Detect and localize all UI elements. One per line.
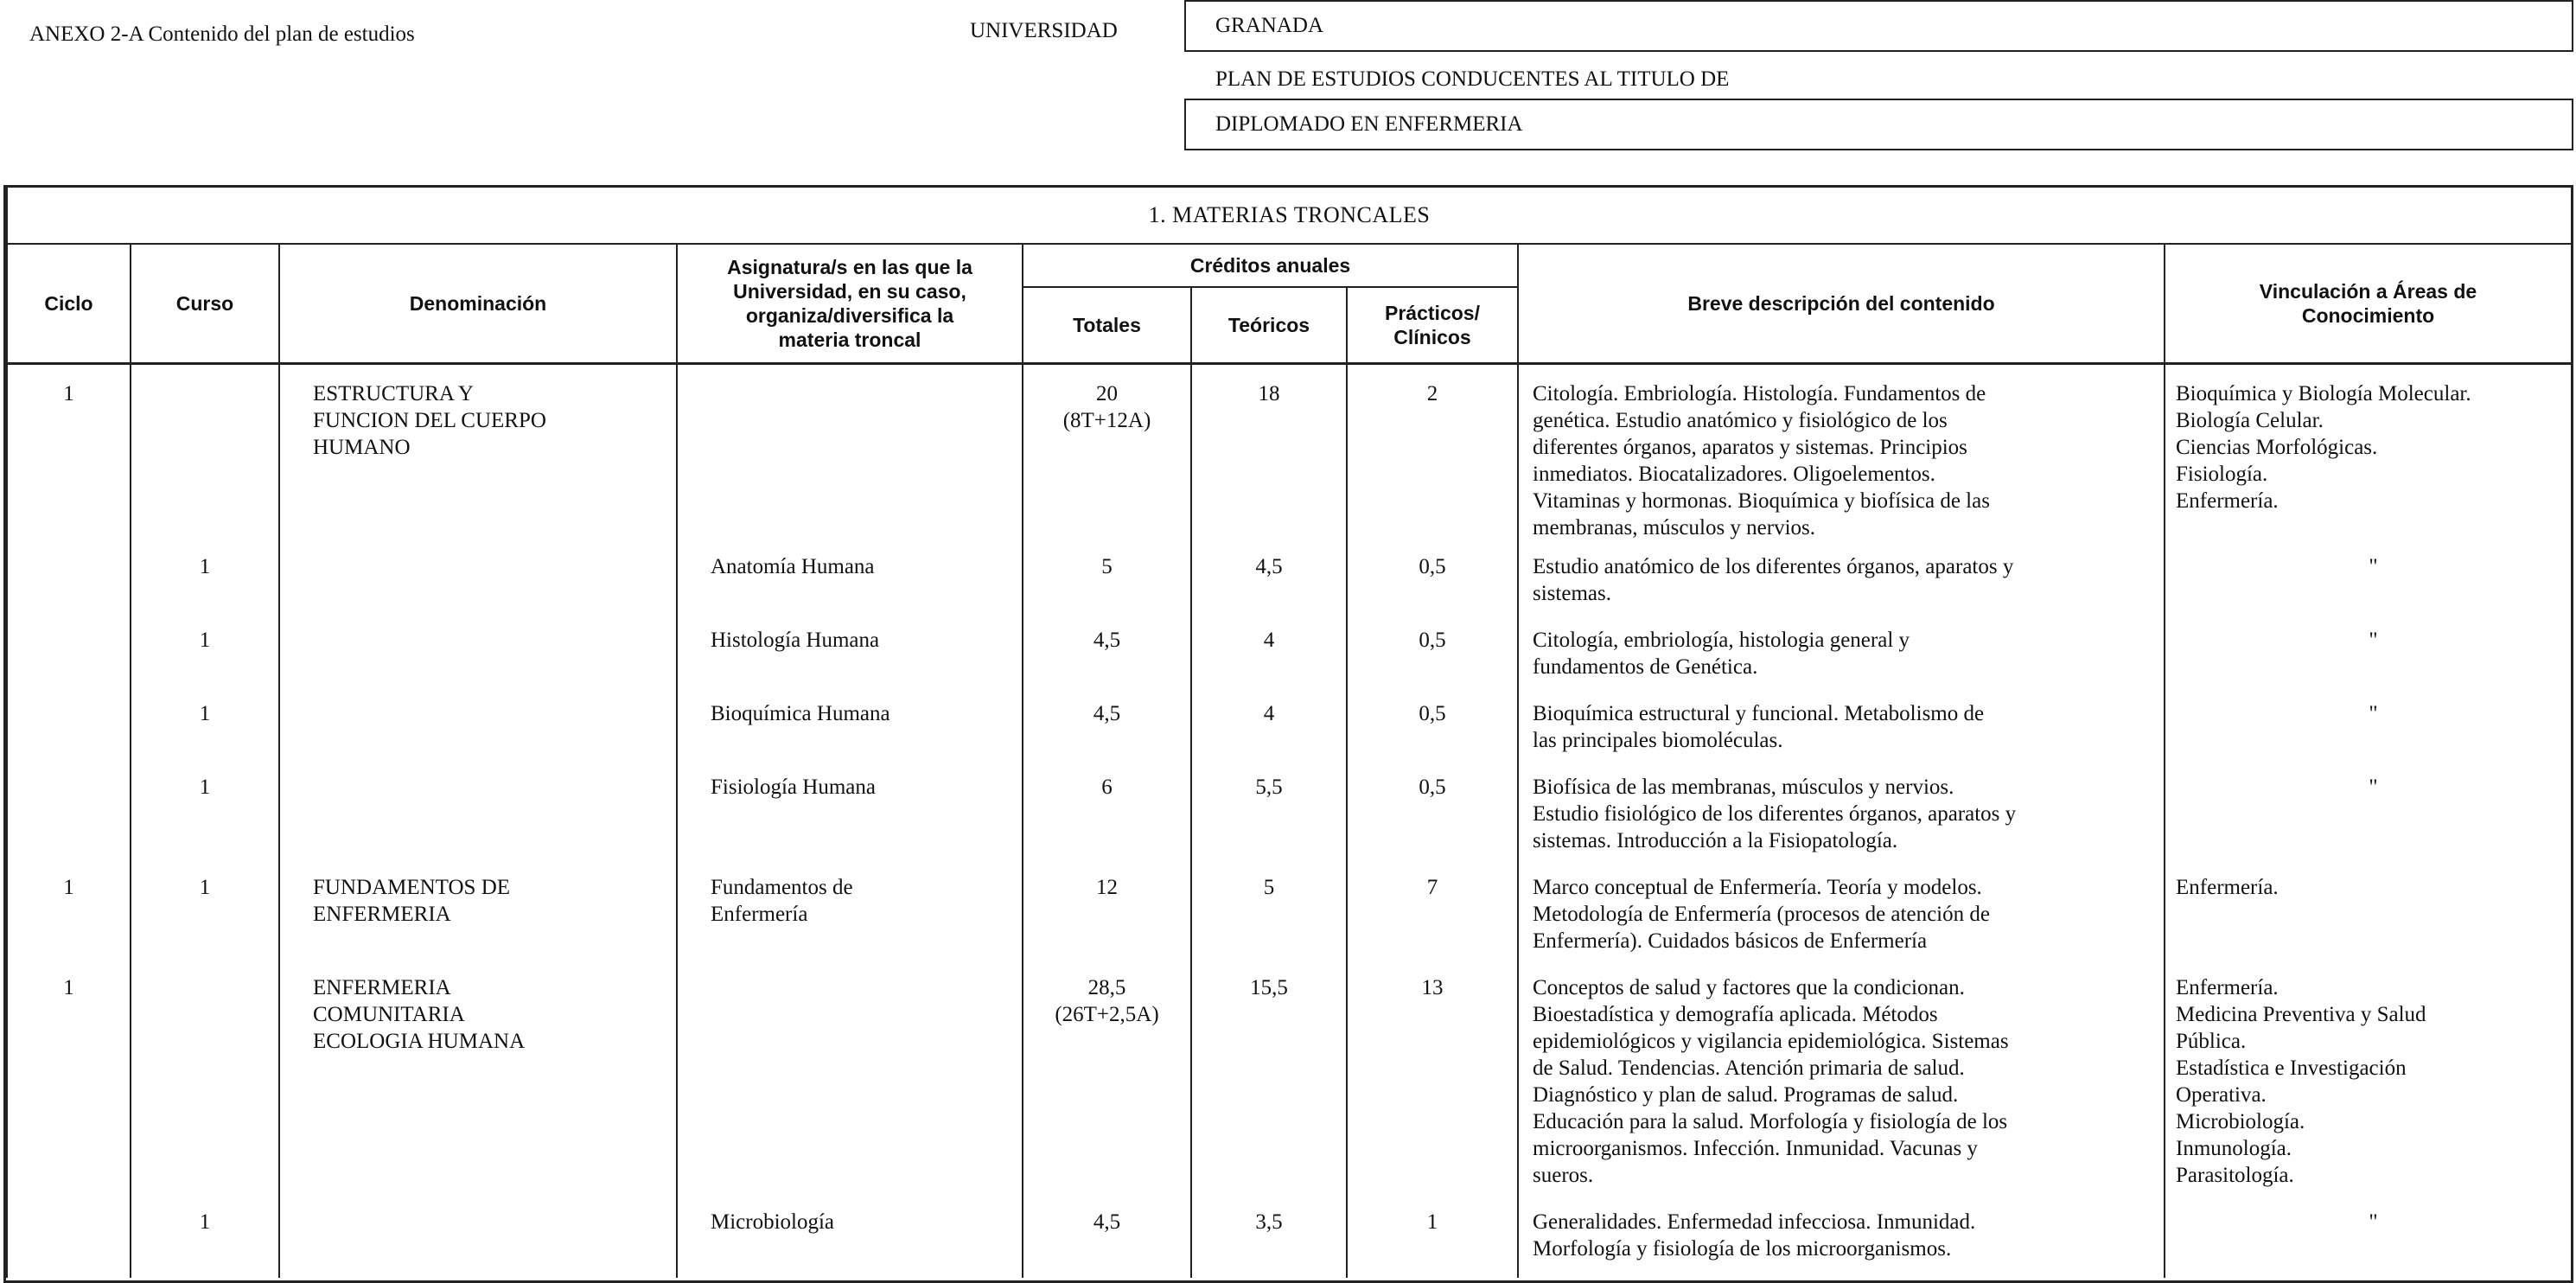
cell-teoricos: 4 xyxy=(1191,700,1347,774)
cell-denominacion xyxy=(279,1209,677,1278)
troncales-table-frame xyxy=(3,185,2573,1283)
cell-totales: 4,5 xyxy=(1023,627,1191,700)
cell-teoricos: 18 xyxy=(1191,363,1347,553)
annex-title: ANEXO 2-A Contenido del plan de estudios xyxy=(29,22,415,46)
cell-areas: Enfermería. Medicina Preventiva y Salud Pública. Estadística e Investigación Operativa. Microbiología. Inmunología. Parasitología. xyxy=(2165,974,2572,1209)
cell-practicos: 0,5 xyxy=(1347,774,1518,874)
table-row xyxy=(7,553,2572,627)
cell-descripcion: Citología, embriología, histologia general y fundamentos de Genética. xyxy=(1518,627,2165,700)
degree-field xyxy=(1184,99,2573,150)
cell-curso: 1 xyxy=(131,774,279,874)
cell-ciclo xyxy=(7,700,131,774)
cell-descripcion: Conceptos de salud y factores que la condicionan. Bioestadística y demografía aplicada. Métodos epidemiológicos y vigilancia epidemiológica. Sistemas de Salud. Tendencias. Atención primaria de salud. Diagnóstico y plan de salud. Programas de salud. Educación para la salud. Morfología y fisiología de los microorganismos. Infección. Inmunidad. Vacunas y sueros. xyxy=(1518,974,2165,1209)
cell-practicos: 13 xyxy=(1347,974,1518,1209)
cell-totales: 6 xyxy=(1023,774,1191,874)
cell-areas: Bioquímica y Biología Molecular. Biología Celular. Ciencias Morfológicas. Fisiología. Enfermería. xyxy=(2165,363,2572,553)
cell-areas-ditto: " xyxy=(2165,774,2572,874)
cell-descripcion: Marco conceptual de Enfermería. Teoría y modelos. Metodología de Enfermería (procesos de atención de Enfermería). Cuidados básicos de Enfermería xyxy=(1518,874,2165,974)
col-areas: Vinculación a Áreas de Conocimiento xyxy=(2165,244,2572,363)
cell-totales: 4,5 xyxy=(1023,1209,1191,1278)
cell-totales: 12 xyxy=(1023,874,1191,974)
cell-denominacion xyxy=(279,774,677,874)
cell-curso: 1 xyxy=(131,700,279,774)
table-title: 1. MATERIAS TRONCALES xyxy=(7,188,2572,244)
troncales-table xyxy=(6,188,2573,1278)
university-field xyxy=(1184,0,2573,52)
cell-denominacion xyxy=(279,700,677,774)
university-value: GRANADA xyxy=(1215,14,1323,37)
cell-curso: 1 xyxy=(131,1209,279,1278)
cell-curso xyxy=(131,974,279,1209)
col-practicos: Prácticos/ Clínicos xyxy=(1347,287,1518,363)
table-row xyxy=(7,774,2572,874)
col-curso: Curso xyxy=(131,244,279,363)
col-asignatura: Asignatura/s en las que la Universidad, en su caso, organiza/diversifica la materia troncal xyxy=(677,244,1023,363)
cell-denominacion: ESTRUCTURA Y FUNCION DEL CUERPO HUMANO xyxy=(279,363,677,553)
cell-denominacion xyxy=(279,627,677,700)
col-ciclo: Ciclo xyxy=(7,244,131,363)
cell-areas-ditto: " xyxy=(2165,1209,2572,1278)
cell-areas-ditto: " xyxy=(2165,553,2572,627)
table-row xyxy=(7,1209,2572,1278)
cell-asignatura: Fundamentos de Enfermería xyxy=(677,874,1023,974)
col-denominacion: Denominación xyxy=(279,244,677,363)
cell-practicos: 0,5 xyxy=(1347,700,1518,774)
cell-asignatura: Histología Humana xyxy=(677,627,1023,700)
table-row xyxy=(7,974,2572,1209)
col-teoricos: Teóricos xyxy=(1191,287,1347,363)
cell-descripcion: Generalidades. Enfermedad infecciosa. Inmunidad. Morfología y fisiología de los microorganismos. xyxy=(1518,1209,2165,1278)
cell-asignatura: Bioquímica Humana xyxy=(677,700,1023,774)
cell-asignatura: Microbiología xyxy=(677,1209,1023,1278)
col-descripcion: Breve descripción del contenido xyxy=(1518,244,2165,363)
cell-descripcion: Citología. Embriología. Histología. Fundamentos de genética. Estudio anatómico y fisiológico de los diferentes órganos, aparatos y sistemas. Principios inmediatos. Biocatalizadores. Oligoelementos. Vitaminas y hormonas. Bioquímica y biofísica de las membranas, músculos y nervios. xyxy=(1518,363,2165,553)
table-row xyxy=(7,700,2572,774)
cell-ciclo: 1 xyxy=(7,974,131,1209)
cell-descripcion: Biofísica de las membranas, músculos y nervios. Estudio fisiológico de los diferentes órganos, aparatos y sistemas. Introducción a la Fisiopatología. xyxy=(1518,774,2165,874)
cell-teoricos: 4 xyxy=(1191,627,1347,700)
cell-descripcion: Bioquímica estructural y funcional. Metabolismo de las principales biomoléculas. xyxy=(1518,700,2165,774)
cell-denominacion: ENFERMERIA COMUNITARIA ECOLOGIA HUMANA xyxy=(279,974,677,1209)
cell-asignatura: Anatomía Humana xyxy=(677,553,1023,627)
cell-areas-ditto: " xyxy=(2165,700,2572,774)
cell-teoricos: 5 xyxy=(1191,874,1347,974)
cell-descripcion: Estudio anatómico de los diferentes órganos, aparatos y sistemas. xyxy=(1518,553,2165,627)
cell-areas: Enfermería. xyxy=(2165,874,2572,974)
cell-areas-ditto: " xyxy=(2165,627,2572,700)
cell-ciclo xyxy=(7,774,131,874)
cell-practicos: 0,5 xyxy=(1347,627,1518,700)
cell-ciclo xyxy=(7,1209,131,1278)
cell-ciclo: 1 xyxy=(7,874,131,974)
cell-asignatura xyxy=(677,363,1023,553)
cell-totales: 20 (8T+12A) xyxy=(1023,363,1191,553)
cell-ciclo xyxy=(7,553,131,627)
cell-teoricos: 4,5 xyxy=(1191,553,1347,627)
cell-practicos: 1 xyxy=(1347,1209,1518,1278)
cell-teoricos: 15,5 xyxy=(1191,974,1347,1209)
cell-denominacion xyxy=(279,553,677,627)
cell-curso: 1 xyxy=(131,627,279,700)
cell-practicos: 2 xyxy=(1347,363,1518,553)
cell-asignatura: Fisiología Humana xyxy=(677,774,1023,874)
cell-totales: 28,5 (26T+2,5A) xyxy=(1023,974,1191,1209)
col-creditos: Créditos anuales xyxy=(1023,244,1518,287)
cell-denominacion: FUNDAMENTOS DE ENFERMERIA xyxy=(279,874,677,974)
cell-ciclo xyxy=(7,627,131,700)
cell-practicos: 0,5 xyxy=(1347,553,1518,627)
cell-totales: 4,5 xyxy=(1023,700,1191,774)
degree-value: DIPLOMADO EN ENFERMERIA xyxy=(1215,112,1523,136)
col-totales: Totales xyxy=(1023,287,1191,363)
plan-label: PLAN DE ESTUDIOS CONDUCENTES AL TITULO DE xyxy=(1215,67,1730,91)
university-label: UNIVERSIDAD xyxy=(970,19,1118,42)
cell-curso: 1 xyxy=(131,874,279,974)
table-row xyxy=(7,627,2572,700)
table-row xyxy=(7,874,2572,974)
cell-ciclo: 1 xyxy=(7,363,131,553)
cell-curso: 1 xyxy=(131,553,279,627)
cell-totales: 5 xyxy=(1023,553,1191,627)
cell-practicos: 7 xyxy=(1347,874,1518,974)
cell-asignatura xyxy=(677,974,1023,1209)
cell-teoricos: 5,5 xyxy=(1191,774,1347,874)
table-row xyxy=(7,363,2572,553)
cell-teoricos: 3,5 xyxy=(1191,1209,1347,1278)
cell-curso xyxy=(131,363,279,553)
